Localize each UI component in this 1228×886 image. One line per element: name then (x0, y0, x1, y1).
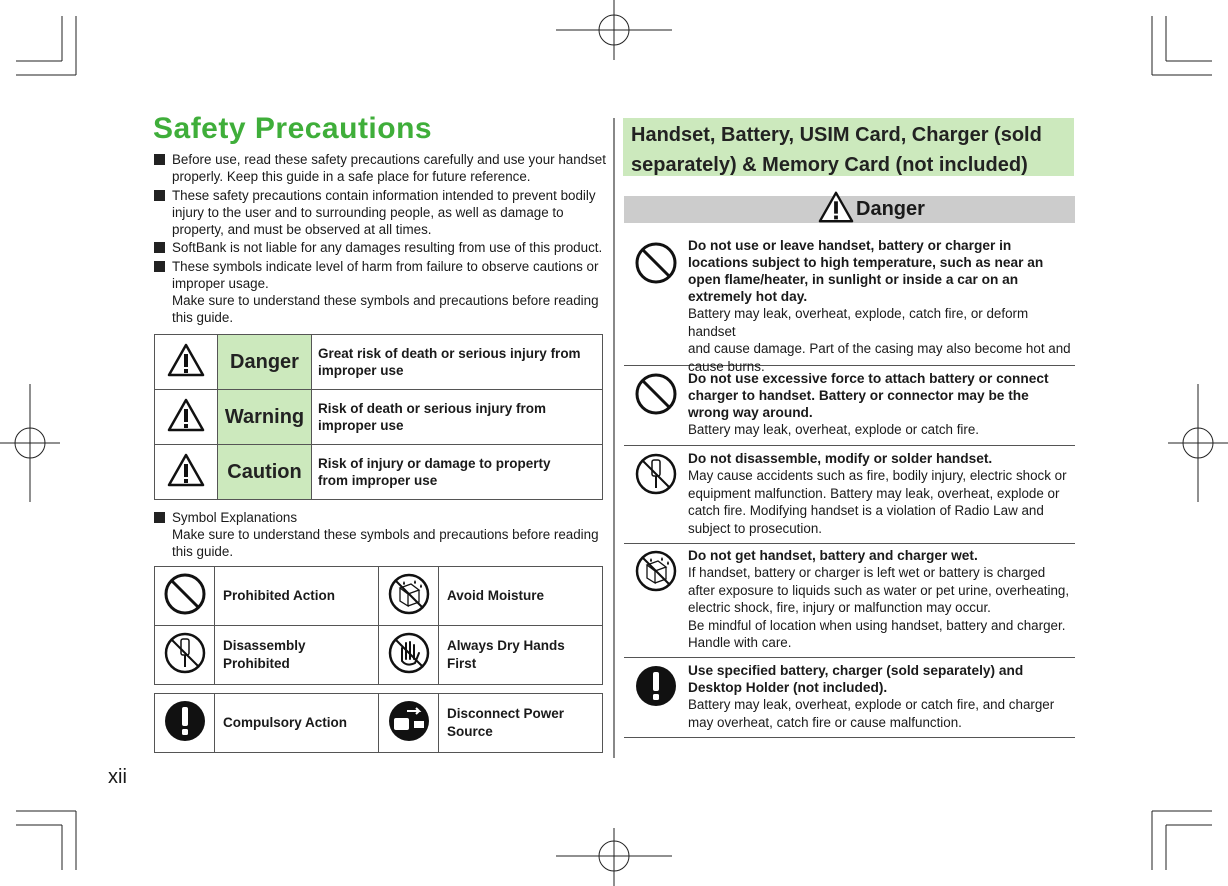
bullet-square (154, 242, 165, 253)
danger-item: Do not use excessive force to attach battery or connect charger to handset. Battery or connector may be the wrong way around. Battery may leak, overheat, explode or catch fire. (624, 370, 1075, 446)
compulsory-action-icon (163, 699, 207, 743)
prohibited-icon (634, 241, 678, 285)
bullet-square (154, 154, 165, 165)
intro-bullet: Before use, read these safety precautions carefully and use your handset properly. Keep this guide in a safe place for future reference. (154, 151, 606, 185)
warning-triangle-icon (818, 190, 854, 224)
disconnect-power-icon (387, 699, 431, 743)
page-title: Safety Precautions (153, 112, 433, 145)
symbol-table (154, 566, 603, 685)
page-number: xii (108, 766, 127, 788)
symbol-row: Prohibited Action Avoid Moisture (155, 567, 603, 626)
warning-triangle-icon (167, 343, 205, 377)
level-row-danger: Danger Great risk of death or serious injury from improper use (155, 335, 603, 390)
symbol-row: Compulsory Action Disconnect Power Source (155, 694, 603, 753)
level-name: Caution (218, 445, 312, 500)
intro-bullet: SoftBank is not liable for any damages resulting from use of this product. (154, 239, 606, 256)
danger-item: Do not disassemble, modify or solder handset. May cause accidents such as fire, bodily injury, electric shock or equipment malfunction. Battery may leak, overheat, explode or catch fire. Modifying handset is a violation of Radio Law and subject to prosecution. (624, 450, 1075, 544)
danger-header (624, 196, 1075, 223)
danger-label: Danger (856, 198, 925, 220)
level-name: Warning (218, 390, 312, 445)
dry-hands-icon (387, 631, 431, 675)
bullet-square (154, 512, 165, 523)
prohibited-icon (163, 572, 207, 616)
disassembly-prohibited-icon (634, 452, 678, 496)
bullet-square (154, 190, 165, 201)
symbol-bullet: Symbol Explanations Make sure to understand these symbols and precautions before reading this guide. (154, 509, 606, 560)
danger-item: Use specified battery, charger (sold separately) and Desktop Holder (not included). Battery may leak, overheat, explode or catch fire, and charger may overheat, catch fire or cause malfunction. (624, 662, 1075, 738)
avoid-moisture-icon (634, 549, 678, 593)
danger-item: Do not get handset, battery and charger wet. If handset, battery or charger is left wet or battery is charged after exposure to liquids such as water or pet urine, overheating, electric shock, fire, injury or malfunction may occur. Be mindful of location when using handset, battery and charger. Handle with care. (624, 547, 1075, 658)
warning-triangle-icon (167, 453, 205, 487)
level-name: Danger (218, 335, 312, 390)
bullet-square (154, 261, 165, 272)
column-divider (613, 118, 615, 758)
avoid-moisture-icon (387, 572, 431, 616)
prohibited-icon (634, 372, 678, 416)
danger-item: Do not use or leave handset, battery or charger in locations subject to high temperature, such as near an open flame/heater, in sunlight or inside a car on an extremely hot day. Battery may leak, overheat, explode, catch fire, or deform handset and cause damage. Part of the casing may also become hot and cause burns. (624, 237, 1075, 366)
intro-bullet: These safety precautions contain information intended to prevent bodily injury to the user and to surrounding people, as well as damage to property, and must be observed at all times. (154, 187, 606, 238)
disassembly-prohibited-icon (163, 631, 207, 675)
symbol-table-2 (154, 693, 603, 753)
warning-triangle-icon (167, 398, 205, 432)
compulsory-action-icon (634, 664, 678, 708)
section-heading: Handset, Battery, USIM Card, Charger (sold separately) & Memory Card (not included) (623, 118, 1074, 176)
intro-bullet: These symbols indicate level of harm from failure to observe cautions or improper usage. Make sure to understand these symbols and precautions before reading this guide. (154, 258, 606, 326)
harm-level-table (154, 334, 603, 500)
level-row-caution: Caution Risk of injury or damage to property from improper use (155, 445, 603, 500)
symbol-row: Disassembly Prohibited Always Dry Hands First (155, 626, 603, 685)
level-row-warning: Warning Risk of death or serious injury from improper use (155, 390, 603, 445)
